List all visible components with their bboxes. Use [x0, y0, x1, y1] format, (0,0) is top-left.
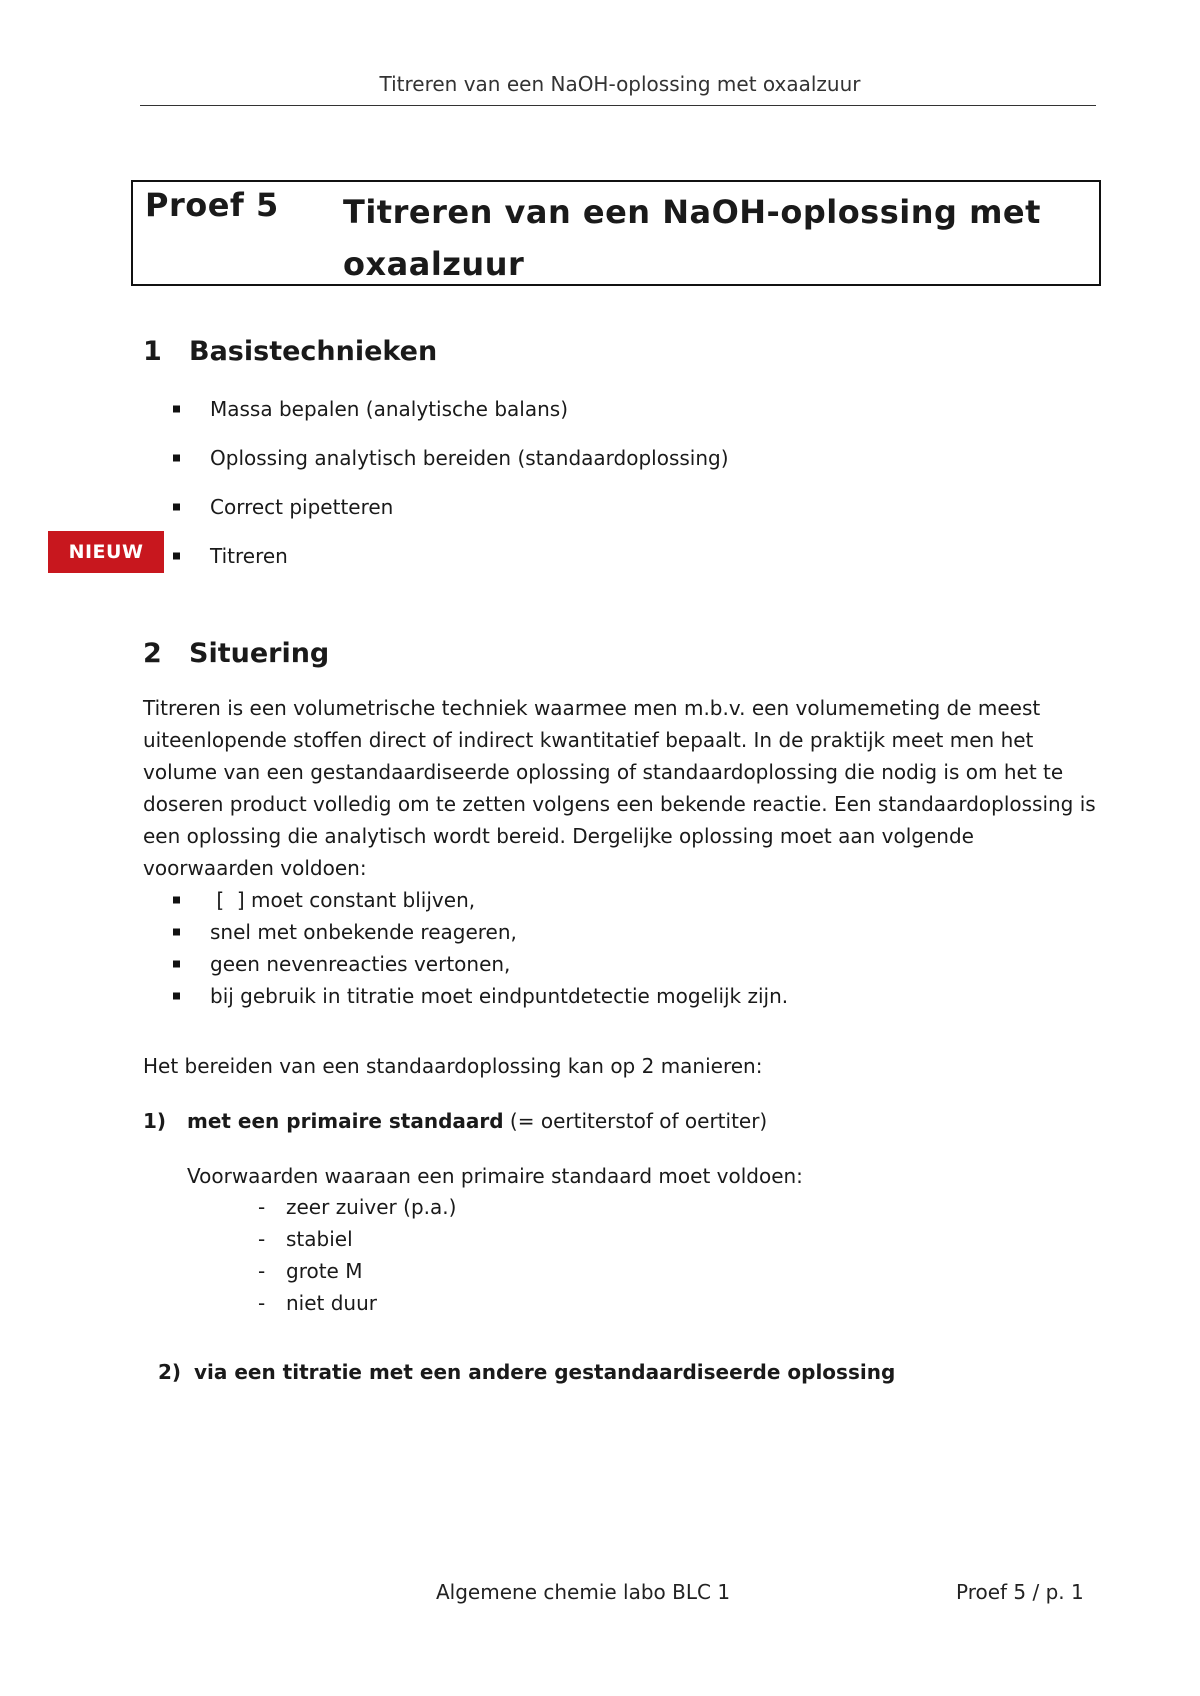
footer-page: Proef 5 / p. 1 — [956, 1580, 1084, 1604]
method-2-title: via een titratie met een andere gestandaardiseerde oplossing — [194, 1360, 896, 1384]
title-box — [131, 180, 1101, 286]
section-number: 1 — [143, 336, 162, 367]
situering-paragraph: Titreren is een volumetrische techniek waarmee men m.b.v. een volumemeting de meest uiteenlopende stoffen direct of indirect kwantitatief bepaalt. In de praktijk meet men het volume van een gestandaardiseerde oplossing of standaardoplossing die nodig is om het te doseren product volledig om te zetten volgens een bekende reactie. Een standaardoplossing is een oplossing die analytisch wordt bereid. Dergelijke oplossing moet aan volgende voorwaarden voldoen: — [143, 696, 1096, 880]
list-item: [ ] moet constant blijven, — [170, 884, 788, 916]
page-header-title: Titreren van een NaOH-oplossing met oxaalzuur — [379, 72, 861, 96]
list-item: bij gebruik in titratie moet eindpuntdetectie mogelijk zijn. — [170, 980, 788, 1012]
new-badge: NIEUW — [48, 531, 164, 573]
method-1-line — [143, 1109, 767, 1133]
experiment-label: Proef 5 — [145, 186, 279, 224]
primary-standard-requirements — [256, 1191, 456, 1319]
method-1-title: met een primaire standaard — [187, 1109, 504, 1133]
footer-course: Algemene chemie labo BLC 1 — [436, 1580, 731, 1604]
list-item: - niet duur — [256, 1287, 456, 1319]
list-item: geen nevenreacties vertonen, — [170, 948, 788, 980]
method-number: 1) — [143, 1109, 167, 1133]
method-number: 2) — [158, 1360, 182, 1384]
method-2-line — [158, 1360, 895, 1384]
experiment-title: Titreren van een NaOH-oplossing met oxaalzuur — [343, 193, 1041, 283]
list-item: Correct pipetteren — [170, 491, 729, 523]
method-1-note: (= oertiterstof of oertiter) — [503, 1109, 768, 1133]
methods-intro: Het bereiden van een standaardoplossing kan op 2 manieren: — [143, 1054, 763, 1078]
list-item: - grote M — [256, 1255, 456, 1287]
list-item: Titreren — [170, 540, 729, 572]
section-title: Situering — [189, 638, 330, 669]
section-2-heading — [143, 638, 329, 669]
list-item: Massa bepalen (analytische balans) — [170, 393, 729, 425]
section-number: 2 — [143, 638, 162, 669]
list-item: snel met onbekende reageren, — [170, 916, 788, 948]
list-item: - zeer zuiver (p.a.) — [256, 1191, 456, 1223]
header-divider — [140, 105, 1096, 106]
section-title: Basistechnieken — [189, 336, 438, 367]
basic-techniques-list — [170, 393, 729, 572]
section-1-heading — [143, 336, 437, 367]
list-item: Oplossing analytisch bereiden (standaardoplossing) — [170, 442, 729, 474]
primary-standard-intro: Voorwaarden waaraan een primaire standaard moet voldoen: — [187, 1164, 803, 1188]
list-item: - stabiel — [256, 1223, 456, 1255]
conditions-list — [170, 884, 788, 1012]
